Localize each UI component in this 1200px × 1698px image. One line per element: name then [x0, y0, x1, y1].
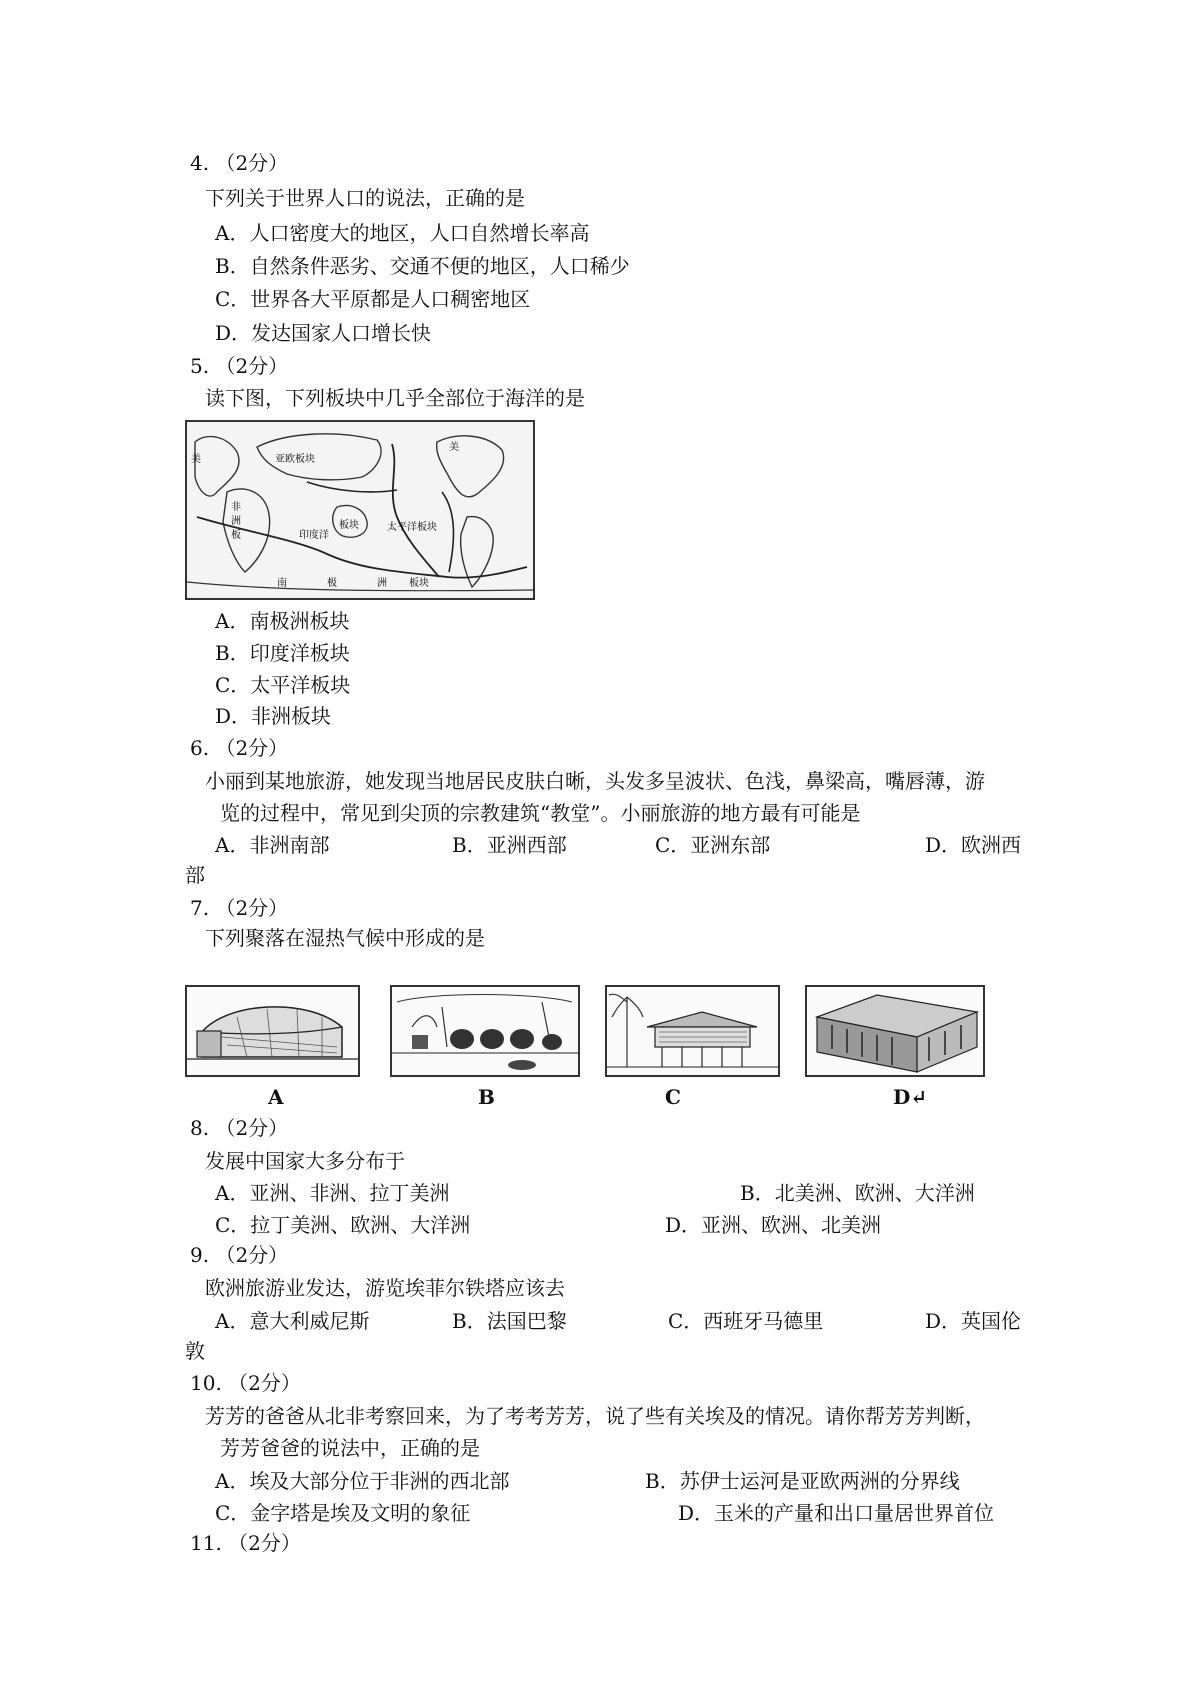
- q4-option-c: C．世界各大平原都是人口稠密地区: [215, 287, 531, 311]
- map-label-mei-1: 美: [449, 442, 459, 453]
- q5-option-b: B．印度洋板块: [215, 641, 350, 665]
- q9-option-c: C．西班牙马德里: [668, 1309, 824, 1333]
- q11-number: 11. （2分）: [190, 1531, 301, 1555]
- q6-option-a: A．非洲南部: [215, 833, 330, 857]
- settlement-image-a: [185, 985, 360, 1077]
- q6-stem-line2: 览的过程中，常见到尖顶的宗教建筑“教堂”。小丽旅游的地方最有可能是: [220, 801, 861, 825]
- q6-option-c: C．亚洲东部: [655, 833, 771, 857]
- q6-stem-line1: 小丽到某地旅游，她发现当地居民皮肤白晰，头发多呈波状、色浅，鼻梁高，嘴唇薄，游: [205, 769, 985, 793]
- q5-stem: 读下图，下列板块中几乎全部位于海洋的是: [205, 386, 585, 410]
- q4-option-d: D．发达国家人口增长快: [215, 321, 432, 345]
- q6-option-d-wrap: 部: [185, 863, 205, 887]
- q4-option-b: B．自然条件恶劣、交通不便的地区，人口稀少: [215, 254, 630, 278]
- map-label-eurasia: 亚欧板块: [275, 454, 315, 465]
- q4-option-a: A．人口密度大的地区，人口自然增长率高: [215, 221, 590, 245]
- q7-stem: 下列聚落在湿热气候中形成的是: [205, 926, 485, 950]
- map-label-zhou2: 洲: [377, 578, 387, 589]
- q4-number: 4. （2分）: [190, 151, 289, 175]
- q5-option-d: D．非洲板块: [215, 704, 332, 728]
- q4-stem: 下列关于世界人口的说法，正确的是: [205, 186, 525, 210]
- map-label-bankuai2: 板块: [409, 578, 429, 589]
- q8-option-c: C．拉丁美洲、欧洲、大洋洲: [215, 1213, 471, 1237]
- q10-number: 10. （2分）: [190, 1371, 301, 1395]
- q6-number: 6. （2分）: [190, 736, 289, 760]
- settlement-image-d: [805, 985, 985, 1077]
- q9-option-a: A．意大利威尼斯: [215, 1309, 370, 1333]
- map-label-zhou: 洲: [231, 516, 241, 527]
- q5-option-a: A．南极洲板块: [215, 609, 350, 633]
- map-label-fei: 非: [231, 502, 241, 513]
- q9-option-d: D．英国伦: [925, 1309, 1022, 1333]
- caption-d: D↵: [893, 1085, 928, 1109]
- q8-option-a: A．亚洲、非洲、拉丁美洲: [215, 1181, 450, 1205]
- q6-option-d: D．欧洲西: [925, 833, 1022, 857]
- q6-option-b: B．亚洲西部: [452, 833, 567, 857]
- settlement-image-c: [605, 985, 780, 1077]
- plate-map: [185, 420, 535, 600]
- q8-option-b: B．北美洲、欧洲、大洋洲: [740, 1181, 975, 1205]
- map-label-ji: 极: [327, 578, 337, 589]
- caption-b: B: [478, 1085, 495, 1109]
- caption-a: A: [268, 1085, 284, 1109]
- q9-number: 9. （2分）: [190, 1243, 289, 1267]
- settlement-image-b: [390, 985, 580, 1077]
- q8-option-d: D．亚洲、欧洲、北美洲: [665, 1213, 882, 1237]
- q10-stem-line2: 芳芳爸爸的说法中，正确的是: [220, 1436, 480, 1460]
- q10-option-b: B．苏伊士运河是亚欧两洲的分界线: [645, 1469, 960, 1493]
- map-label-mei-2: 美: [191, 454, 201, 465]
- map-label-ban: 板: [231, 530, 241, 541]
- q9-option-d-wrap: 敦: [185, 1339, 205, 1363]
- q8-number: 8. （2分）: [190, 1116, 289, 1140]
- q9-option-b: B．法国巴黎: [452, 1309, 567, 1333]
- map-label-pacific: 太平洋板块: [387, 522, 437, 533]
- q7-number: 7. （2分）: [190, 896, 289, 920]
- q5-option-c: C．太平洋板块: [215, 673, 351, 697]
- q10-stem-line1: 芳芳的爸爸从北非考察回来，为了考考芳芳，说了些有关埃及的情况。请你帮芳芳判断，: [205, 1404, 985, 1428]
- caption-c: C: [665, 1085, 681, 1109]
- q10-option-c: C．金字塔是埃及文明的象征: [215, 1501, 471, 1525]
- q10-option-a: A．埃及大部分位于非洲的西北部: [215, 1469, 510, 1493]
- q9-stem: 欧洲旅游业发达，游览埃菲尔铁塔应该去: [205, 1276, 565, 1300]
- q5-number: 5. （2分）: [190, 354, 289, 378]
- q8-stem: 发展中国家大多分布于: [205, 1149, 405, 1173]
- map-label-nan: 南: [277, 578, 287, 589]
- q10-option-d: D．玉米的产量和出口量居世界首位: [678, 1501, 995, 1525]
- map-label-indian: 印度洋: [299, 530, 329, 541]
- map-label-bankuai: 板块: [339, 520, 359, 531]
